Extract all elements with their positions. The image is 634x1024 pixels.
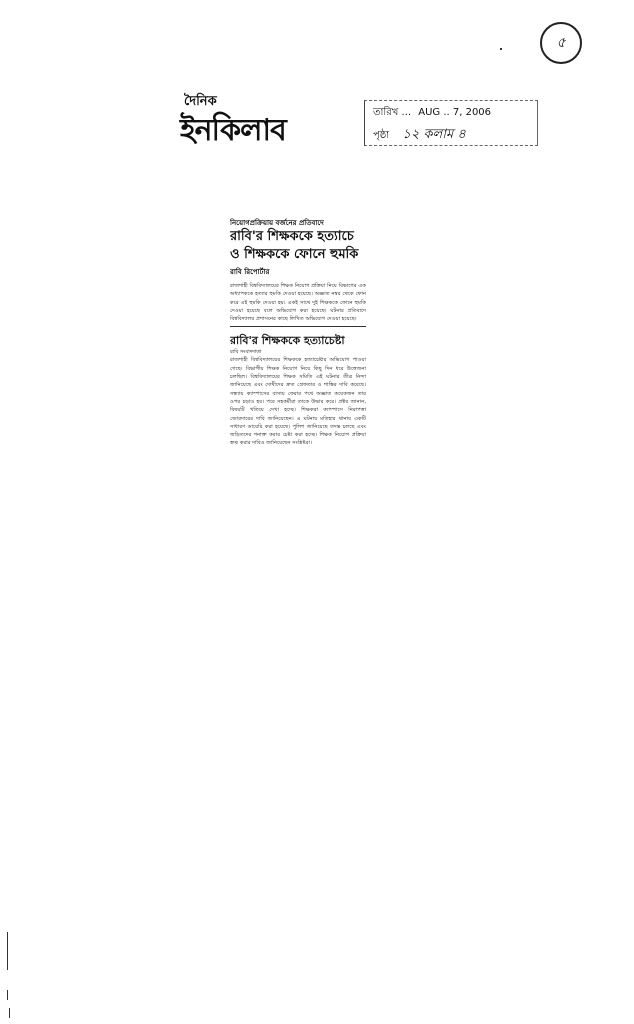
scan-mark [7, 990, 8, 1000]
stamp-date-label: তারিখ ... [373, 107, 412, 118]
newspaper-masthead [180, 92, 310, 148]
stamp-page-row [373, 125, 466, 146]
article-headline: রাবি'র শিক্ষককে হত্যাচে ও শিক্ষককে ফোনে হুমকি [230, 229, 359, 262]
article-divider [230, 326, 366, 327]
clipping-stamp [364, 100, 538, 146]
article-subhead: রাবি'র শিক্ষককে হত্যাচেষ্টা [230, 334, 345, 348]
page-number: ৫ [556, 35, 566, 51]
stamp-date-row [373, 105, 491, 122]
stamp-date-value: AUG .. 7, 2006 [418, 107, 492, 118]
stamp-page-value: ১২ কলাম ৪ [402, 127, 466, 142]
scan-mark [500, 48, 502, 50]
masthead-name: ইনকিলাব [180, 113, 286, 148]
stamp-page-label: পৃষ্ঠা [373, 130, 390, 141]
article-byline: রাবি রিপোর্টার [230, 268, 270, 276]
masthead-prefix: দৈনিক [184, 94, 217, 109]
scan-mark [9, 1008, 10, 1018]
scan-mark [7, 932, 8, 970]
article-dateline: রাবি সংবাদদাতা [230, 349, 262, 356]
news-article-clipping [230, 218, 366, 736]
article-lead: রাজশাহী বিশ্ববিদ্যালয়ের শিক্ষক নিয়োগ প্রক্রিয়া নিয়ে বিভাগের এক অধ্যাপককে হত্যার হুমকি দেওয়া হয়েছে। অজ্ঞাত নম্বর থেকে ফোন করে এই হুমকি দেওয়া হয়। একই সাথে দুই শিক্ষককে ফোনে হুমকি দেওয়া হয়েছে বলে অভিযোগ করা হয়েছে। ঘটনার প্রতিবাদে বিশ্ববিদ্যালয় প্রশাসনের কাছে লিখিত অভিযোগ দেওয়া হয়েছে। [230, 283, 366, 323]
article-kicker: নিয়োগপ্রক্রিয়ায় বর্জনের প্রতিবাদে [230, 219, 324, 227]
page-number-circle [540, 22, 582, 64]
article-body: রাজশাহী বিশ্ববিদ্যালয়ের শিক্ষককে হত্যাচেষ্টার অভিযোগ পাওয়া গেছে। বিভাগীয় শিক্ষক নিয়োগ নিয়ে কিছু দিন ধরে উত্তেজনা চলছিল। বিশ্ববিদ্যালয়ের শিক্ষক সমিতি এই ঘটনার তীব্র নিন্দা জানিয়েছে এবং দোষীদের দ্রুত গ্রেফতার ও শাস্তির দাবি করেছে। সন্ধ্যায় ক্যাম্পাসের বাসায় ফেরার পথে অজ্ঞাত কয়েকজন তার ওপর চড়াও হয়। পরে সহকর্মীরা তাকে উদ্ধার করে। প্রক্টর জানান, বিষয়টি খতিয়ে দেখা হচ্ছে। শিক্ষকরা ক্যাম্পাসে নিরাপত্তা জোরদারের দাবি জানিয়েছেন। এ ঘটনায় মতিহার থানায় একটি সাধারণ ডায়েরি করা হয়েছে। পুলিশ জানিয়েছে তদন্ত চলছে এবং জড়িতদের শনাক্ত করার চেষ্টা করা হচ্ছে। শিক্ষক নিয়োগ প্রক্রিয়া স্বচ্ছ করার দাবিও জানিয়েছেন সংশ্লিষ্টরা। [230, 357, 366, 447]
